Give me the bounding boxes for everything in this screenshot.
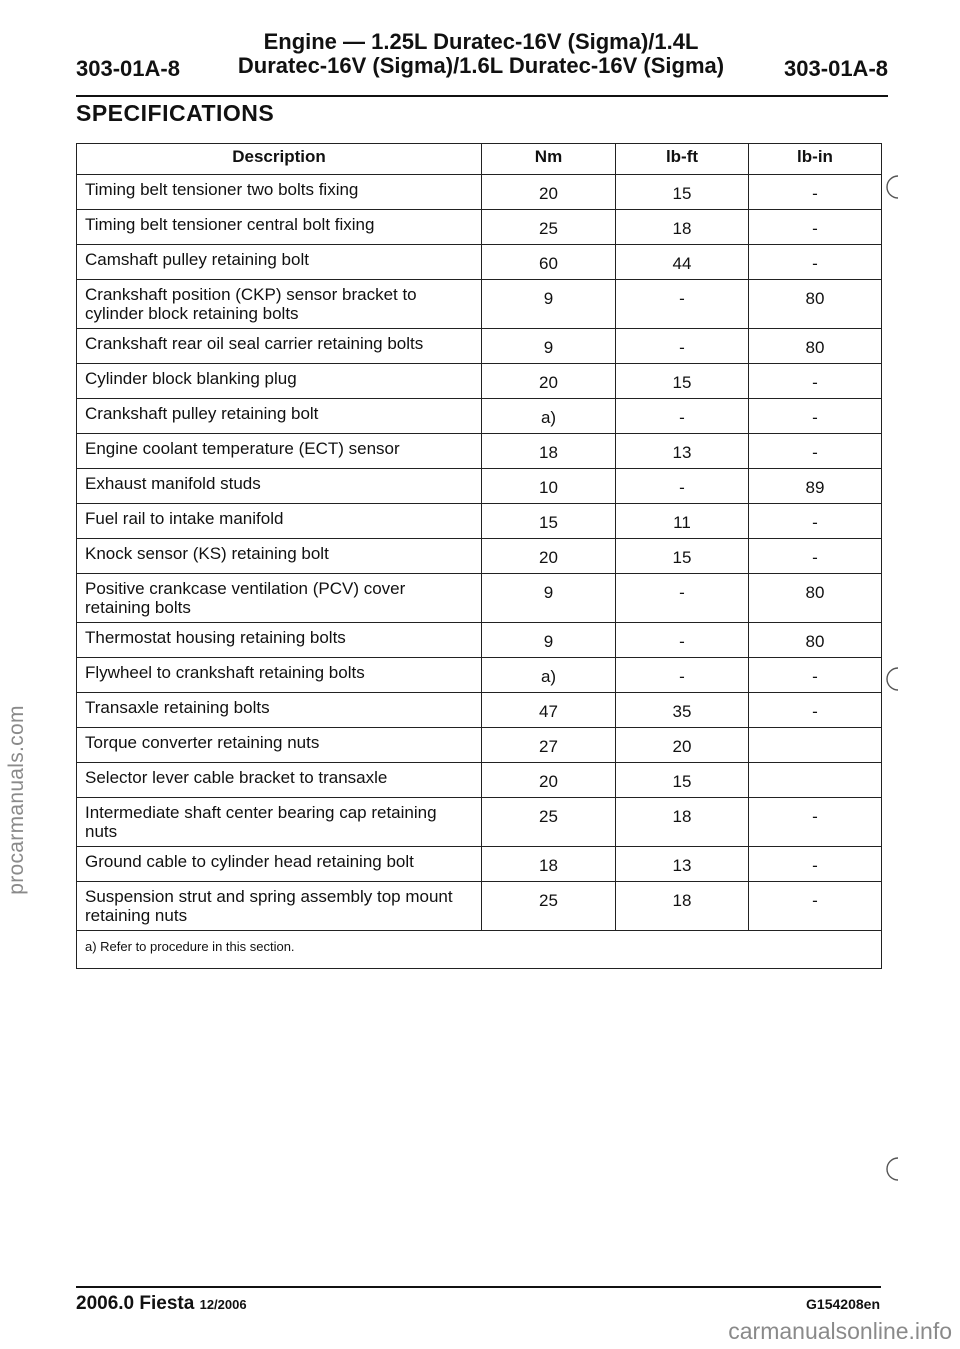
row-lbin-value: -	[749, 658, 882, 693]
footer-model: 2006.0 Fiesta	[76, 1293, 195, 1314]
row-nm-value: 18	[482, 847, 616, 882]
row-nm-value: 60	[482, 245, 616, 280]
row-lbft-value: -	[616, 623, 749, 658]
table-row	[77, 623, 882, 658]
column-header-description: Description	[77, 144, 482, 175]
row-lbft-value: 18	[616, 210, 749, 245]
column-header-lbin: lb-in	[749, 144, 882, 175]
row-description: Torque converter retaining nuts	[77, 728, 482, 763]
row-description: Fuel rail to intake manifold	[77, 504, 482, 539]
side-watermark-text: procarmanuals.com	[5, 705, 28, 895]
row-lbft-value: 13	[616, 434, 749, 469]
row-description: Thermostat housing retaining bolts	[77, 623, 482, 658]
row-lbin-value: -	[749, 175, 882, 210]
row-lbin-value	[749, 728, 882, 763]
row-lbft-value: 35	[616, 693, 749, 728]
row-description: Cylinder block blanking plug	[77, 364, 482, 399]
page-header-title	[236, 30, 726, 78]
column-header-nm: Nm	[482, 144, 616, 175]
row-description: Flywheel to crankshaft retaining bolts	[77, 658, 482, 693]
row-description: Knock sensor (KS) retaining bolt	[77, 539, 482, 574]
row-lbft-value: 44	[616, 245, 749, 280]
table-row	[77, 847, 882, 882]
row-description: Transaxle retaining bolts	[77, 693, 482, 728]
row-nm-value: 25	[482, 882, 616, 931]
row-description: Camshaft pulley retaining bolt	[77, 245, 482, 280]
row-lbft-value: 11	[616, 504, 749, 539]
row-nm-value: 25	[482, 798, 616, 847]
row-nm-value: a)	[482, 399, 616, 434]
row-description: Timing belt tensioner central bolt fixing	[77, 210, 482, 245]
row-description: Engine coolant temperature (ECT) sensor	[77, 434, 482, 469]
row-lbin-value: -	[749, 504, 882, 539]
row-nm-value: 20	[482, 364, 616, 399]
row-description: Crankshaft position (CKP) sensor bracket to cylinder block retaining bolts	[77, 280, 482, 329]
row-lbft-value: -	[616, 280, 749, 329]
footer-edition	[76, 1293, 247, 1315]
row-nm-value: 18	[482, 434, 616, 469]
table-footnote-row	[77, 931, 882, 969]
row-lbft-value: 15	[616, 175, 749, 210]
table-row	[77, 504, 882, 539]
row-description: Selector lever cable bracket to transaxle	[77, 763, 482, 798]
row-lbin-value: -	[749, 798, 882, 847]
row-nm-value: 20	[482, 763, 616, 798]
section-title: SPECIFICATIONS	[76, 100, 275, 126]
row-nm-value: 25	[482, 210, 616, 245]
footer-divider	[76, 1286, 881, 1288]
binder-hole-mark	[882, 1154, 912, 1184]
row-lbin-value: -	[749, 399, 882, 434]
table-row	[77, 763, 882, 798]
row-lbft-value: 13	[616, 847, 749, 882]
row-description: Positive crankcase ventilation (PCV) cover retaining bolts	[77, 574, 482, 623]
row-nm-value: 15	[482, 504, 616, 539]
row-lbft-value: 15	[616, 539, 749, 574]
row-lbin-value: 80	[749, 623, 882, 658]
row-description: Exhaust manifold studs	[77, 469, 482, 504]
header-title-line-2: Duratec-16V (Sigma)/1.6L Duratec-16V (Sigma)	[237, 53, 725, 78]
row-lbft-value: -	[616, 399, 749, 434]
side-watermark	[2, 560, 32, 1040]
table-row	[77, 434, 882, 469]
row-lbin-value: -	[749, 882, 882, 931]
row-lbin-value: -	[749, 364, 882, 399]
table-row	[77, 210, 882, 245]
table-row	[77, 399, 882, 434]
footer-date: 12/2006	[199, 1297, 247, 1312]
row-description: Ground cable to cylinder head retaining bolt	[77, 847, 482, 882]
row-lbin-value: 80	[749, 329, 882, 364]
row-lbin-value: 80	[749, 280, 882, 329]
row-description: Timing belt tensioner two bolts fixing	[77, 175, 482, 210]
table-header-row	[77, 144, 882, 175]
table-row	[77, 798, 882, 847]
row-nm-value: a)	[482, 658, 616, 693]
table-row	[77, 364, 882, 399]
row-nm-value: 20	[482, 539, 616, 574]
row-lbft-value: 15	[616, 364, 749, 399]
row-lbft-value: -	[616, 658, 749, 693]
table-body	[77, 175, 882, 931]
row-description: Crankshaft rear oil seal carrier retaining bolts	[77, 329, 482, 364]
row-lbin-value: -	[749, 245, 882, 280]
row-lbin-value: -	[749, 210, 882, 245]
table-row	[77, 329, 882, 364]
row-description: Suspension strut and spring assembly top mount retaining nuts	[77, 882, 482, 931]
table-row	[77, 539, 882, 574]
row-lbft-value: -	[616, 469, 749, 504]
table-row	[77, 280, 882, 329]
table-footnote: a) Refer to procedure in this section.	[77, 931, 882, 969]
table-row	[77, 658, 882, 693]
row-nm-value: 20	[482, 175, 616, 210]
table-row	[77, 469, 882, 504]
row-lbin-value: 89	[749, 469, 882, 504]
row-description: Crankshaft pulley retaining bolt	[77, 399, 482, 434]
binder-hole-mark	[882, 664, 912, 694]
row-lbin-value: -	[749, 539, 882, 574]
row-lbft-value: 20	[616, 728, 749, 763]
column-header-lbft: lb-ft	[616, 144, 749, 175]
row-nm-value: 27	[482, 728, 616, 763]
row-lbft-value: -	[616, 574, 749, 623]
page-code-right: 303-01A-8	[784, 56, 888, 81]
header-title-line-1: Engine — 1.25L Duratec-16V (Sigma)/1.4L	[263, 29, 699, 54]
row-lbft-value: 15	[616, 763, 749, 798]
page-code-left: 303-01A-8	[76, 56, 180, 81]
row-lbin-value: -	[749, 434, 882, 469]
row-nm-value: 9	[482, 329, 616, 364]
bottom-watermark: carmanualsonline.info	[728, 1318, 952, 1344]
footer-document-id: G154208en	[806, 1296, 880, 1312]
row-lbft-value: 18	[616, 798, 749, 847]
row-nm-value: 9	[482, 574, 616, 623]
row-lbin-value: 80	[749, 574, 882, 623]
table-row	[77, 574, 882, 623]
row-lbft-value: 18	[616, 882, 749, 931]
row-description: Intermediate shaft center bearing cap retaining nuts	[77, 798, 482, 847]
header-divider	[76, 95, 888, 97]
table-row	[77, 245, 882, 280]
row-nm-value: 47	[482, 693, 616, 728]
page-header	[76, 14, 888, 96]
row-lbin-value: -	[749, 847, 882, 882]
table-row	[77, 693, 882, 728]
row-lbin-value: -	[749, 693, 882, 728]
table-row	[77, 728, 882, 763]
row-lbft-value: -	[616, 329, 749, 364]
binder-hole-mark	[882, 172, 912, 202]
row-nm-value: 9	[482, 623, 616, 658]
row-nm-value: 9	[482, 280, 616, 329]
row-lbin-value	[749, 763, 882, 798]
table-row	[77, 882, 882, 931]
row-nm-value: 10	[482, 469, 616, 504]
table-row	[77, 175, 882, 210]
specifications-table	[76, 143, 882, 969]
